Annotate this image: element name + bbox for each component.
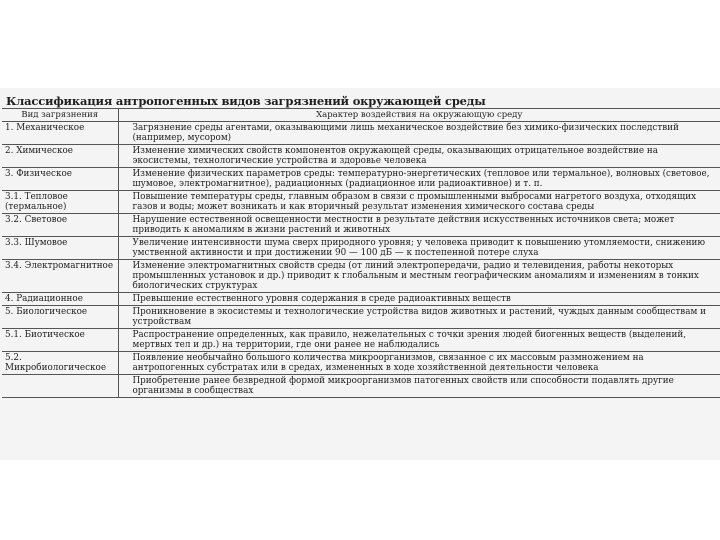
table-row <box>2 306 720 329</box>
row-kind: 3. Физическое <box>2 168 118 191</box>
row-description: Появление необычайно большого количества микроорганизмов, связанное с их массовым размножением на антропогенных субстратах или в средах, измененных в ходе хозяйственной деятельности человека <box>118 352 720 375</box>
row-kind: 3.3. Шумовое <box>2 237 118 260</box>
table-row <box>2 329 720 352</box>
row-description: Проникновение в экосистемы и технологические устройства видов животных и растений, чуждых данным сообществам и устройствам <box>118 306 720 329</box>
row-kind: 4. Радиационное <box>2 293 118 306</box>
row-description: Изменение электромагнитных свойств среды (от линий электропередачи, радио и телевидения, работы некоторых промышленных установок и др.) приводит к глобальным и местным географическим аномалиям и изменениям в тонких биологических структурах <box>118 260 720 293</box>
row-description: Повышение температуры среды, главным образом в связи с промышленными выбросами нагретого воздуха, отходящих газов и воды; может возникать и как вторичный результат изменения химического состава среды <box>118 191 720 214</box>
row-kind: 2. Химическое <box>2 145 118 168</box>
row-description: Распространение определенных, как правило, нежелательных с точки зрения людей биогенных веществ (выделений, мертвых тел и др.) на территории, где они ранее не наблюдались <box>118 329 720 352</box>
row-description: Изменение физических параметров среды: температурно-энергетических (тепловое или термальное), волновых (световое, шумовое, электромагнитное), радиационных (радиационное или радиоактивное) и т. п. <box>118 168 720 191</box>
row-description: Превышение естественного уровня содержания в среде радиоактивных веществ <box>118 293 720 306</box>
row-kind: 3.2. Световое <box>2 214 118 237</box>
classification-table <box>2 108 720 398</box>
table-header-row <box>2 109 720 122</box>
table-row <box>2 145 720 168</box>
row-description: Загрязнение среды агентами, оказывающими лишь механическое воздействие без химико-физических последствий (например, мусором) <box>118 122 720 145</box>
table-row <box>2 352 720 375</box>
table-row <box>2 260 720 293</box>
table-row <box>2 191 720 214</box>
header-pollution-type: Вид загрязнения <box>2 109 118 122</box>
row-kind: 5.1. Биотическое <box>2 329 118 352</box>
table-row <box>2 214 720 237</box>
table-row <box>2 293 720 306</box>
row-description: Увеличение интенсивности шума сверх природного уровня; у человека приводит к повышению утомляемости, снижению умственной активности и при достижении 90 — 100 дБ — к постепенной потере слуха <box>118 237 720 260</box>
row-kind: 5. Биологическое <box>2 306 118 329</box>
row-description: Изменение химических свойств компонентов окружающей среды, оказывающих отрицательное воздействие на экосистемы, технологические устройства и здоровье человека <box>118 145 720 168</box>
table-row <box>2 237 720 260</box>
row-kind: 3.1. Тепловое (термальное) <box>2 191 118 214</box>
table-row <box>2 168 720 191</box>
row-kind: 3.4. Электромагнитное <box>2 260 118 293</box>
row-kind: 1. Механическое <box>2 122 118 145</box>
row-kind: 5.2. Микробиологическое <box>2 352 118 375</box>
row-description: Приобретение ранее безвредной формой микроорганизмов патогенных свойств или способности подавлять другие организмы в сообществах <box>118 375 720 398</box>
row-description: Нарушение естественной освещенности местности в результате действия искусственных источников света; может приводить к аномалиям в жизни растений и животных <box>118 214 720 237</box>
table-row <box>2 122 720 145</box>
table-row <box>2 375 720 398</box>
document-title: Классификация антропогенных видов загрязнений окружающей среды <box>6 94 486 108</box>
row-kind <box>2 375 118 398</box>
header-impact-character: Характер воздействия на окружающую среду <box>118 109 720 122</box>
